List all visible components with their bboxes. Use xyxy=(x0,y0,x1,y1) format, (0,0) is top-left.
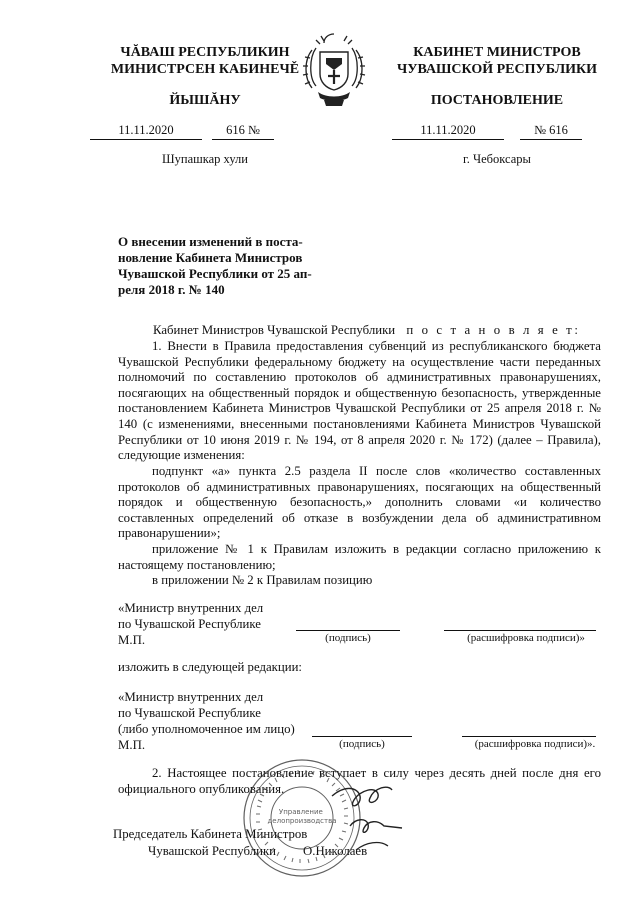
block1-mp: М.П. xyxy=(118,633,146,647)
right-date: 11.11.2020 xyxy=(392,123,504,140)
signatory-title-line2: Чувашской Республики xyxy=(148,844,277,858)
document-title-line: реля 2018 г. № 140 xyxy=(118,282,225,297)
paragraph-3: приложение № 1 к Правилам изложить в редакции согласно приложению к настоящему постановлению; xyxy=(118,542,601,572)
replace-text: изложить в следующей редакции: xyxy=(118,660,302,674)
block2-line2: по Чувашской Республике xyxy=(118,706,261,720)
header-right-title-line: КАБИНЕТ МИНИСТРОВ xyxy=(413,45,581,60)
document-title-line: новление Кабинета Министров xyxy=(118,250,303,265)
block2-mp: М.П. xyxy=(118,738,146,752)
paragraph-1: 1. Внести в Правила предоставления субвенций из республиканского бюджета Чувашской Республики федеральному бюджету на осуществление части переданных полномочий по составлению протоколов об административных правонарушениях, посягающих на общественный порядок и общественную безопасность, утвержденные постановлением Кабинета Министров Чувашской Республики от 25 апреля 2018 г. № 140 (с изменениями, внесенными постановлениями Кабинета Министров Чувашской Республики от 10 июня 2019 г. № 194, от 8 апреля 2020 г. № 172) (далее – Правила), следующие изменения: xyxy=(118,339,601,463)
block2-decode-line xyxy=(462,736,596,737)
left-city: Шупашкар хули xyxy=(162,152,248,166)
document-title-line: Чувашской Республики от 25 ап- xyxy=(118,266,312,281)
block2-sign-caption: (подпись) xyxy=(339,738,385,750)
intro-line xyxy=(153,323,581,339)
paragraph-5: 2. Настоящее постановление вступает в силу через десять дней после дня его официального опубликования. xyxy=(118,766,601,796)
block2-decode-caption: (расшифровка подписи)». xyxy=(474,738,596,750)
header-right-title-line: ЧУВАШСКОЙ РЕСПУБЛИКИ xyxy=(396,62,598,77)
signatory-title-line1: Председатель Кабинета Министров xyxy=(113,827,308,841)
intro-verb: п о с т а н о в л я е т: xyxy=(406,323,581,337)
header-left-title-line: ЧĂВАШ РЕСПУБЛИКИН xyxy=(120,45,290,60)
block2-sign-line xyxy=(312,736,412,737)
header-right-doc-type: ПОСТАНОВЛЕНИЕ xyxy=(430,93,564,108)
block1-line1: «Министр внутренних дел xyxy=(118,601,264,615)
right-city: г. Чебоксары xyxy=(463,152,531,166)
intro-text: Кабинет Министров Чувашской Республики xyxy=(153,323,396,337)
block1-sign-caption: (подпись) xyxy=(325,632,371,644)
header-left-title-line: МИНИСТРСЕН КАБИНЕЧĚ xyxy=(110,62,300,77)
handwritten-signature xyxy=(326,766,416,856)
stamp-text-line: делопроизводства xyxy=(267,817,337,825)
block1-decode-line xyxy=(444,630,596,631)
left-number: 616 № xyxy=(212,123,274,140)
stamp-text-line: Управление xyxy=(278,808,323,816)
coat-of-arms-emblem xyxy=(298,30,370,108)
block2-line1: «Министр внутренних дел xyxy=(118,690,264,704)
block2-line3: (либо уполномоченное им лицо) xyxy=(118,722,295,736)
left-date: 11.11.2020 xyxy=(90,123,202,140)
header-left-title xyxy=(100,44,310,78)
signatory-name: О.Николаев xyxy=(303,844,368,858)
document-title xyxy=(118,234,328,298)
paragraph-4: в приложении № 2 к Правилам позицию xyxy=(152,573,373,587)
block1-decode-caption: (расшифровка подписи)» xyxy=(467,632,585,644)
right-number: № 616 xyxy=(520,123,582,140)
document-title-line: О внесении изменений в поста- xyxy=(118,234,303,249)
header-left-doc-type: ЙЫШĂНУ xyxy=(169,93,241,108)
paragraph-2: подпункт «а» пункта 2.5 раздела II после слов «количество составленных протоколов об административных правонарушениях, посягающих на общественный порядок и общественную безопасность,» дополнить словами «и количество составленных определений об отказе в возбуждении дела об административном правонарушении»; xyxy=(118,464,601,541)
block1-line2: по Чувашской Республике xyxy=(118,617,261,631)
header-right-title xyxy=(388,44,606,78)
block1-sign-line xyxy=(296,630,400,631)
